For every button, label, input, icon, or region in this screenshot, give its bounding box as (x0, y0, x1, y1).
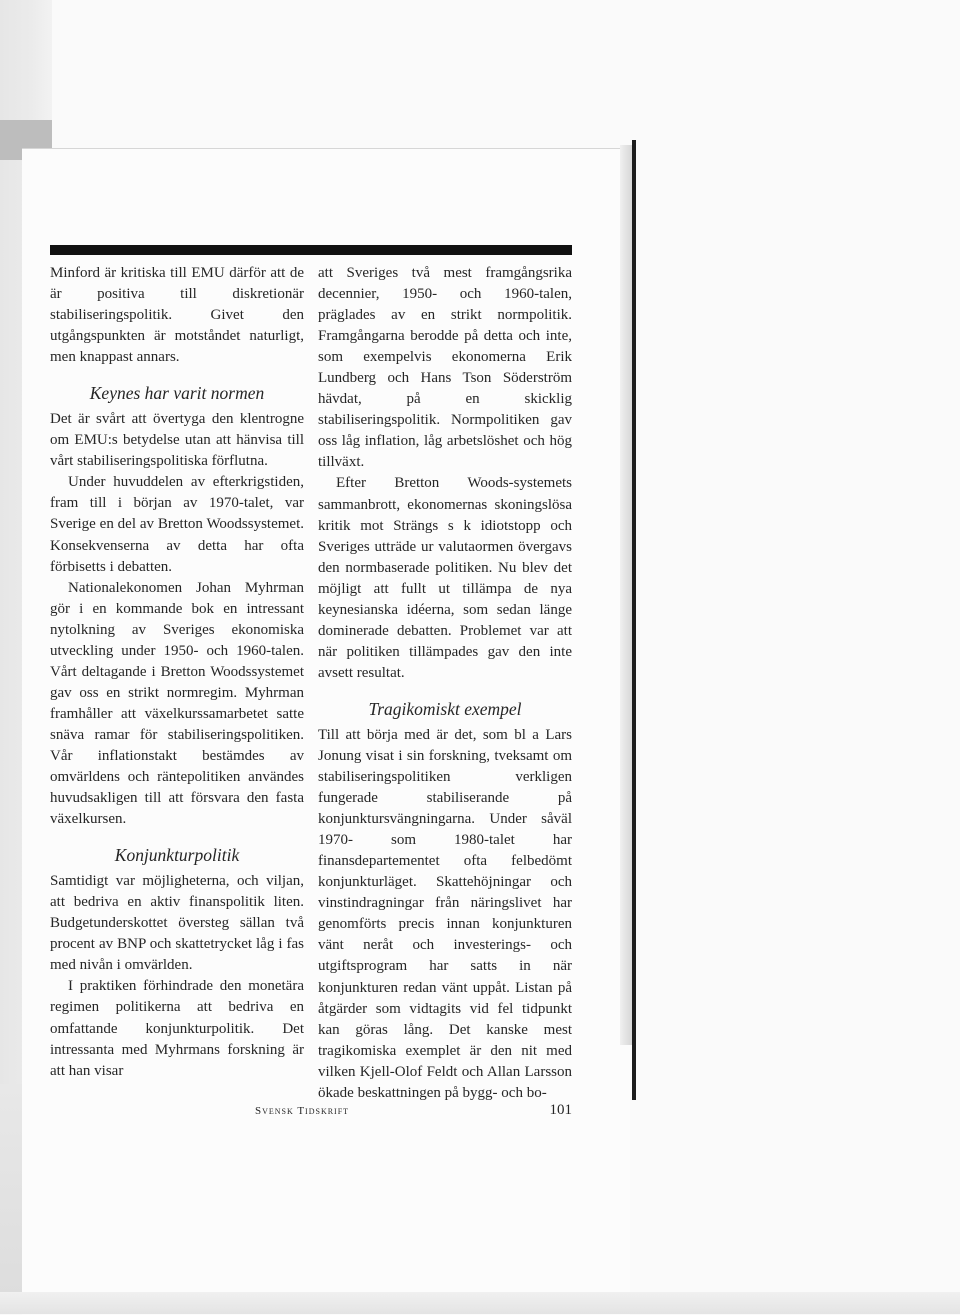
page-footer (50, 1102, 572, 1124)
section-heading: Tragikomiskt exempel (368, 698, 522, 719)
paragraph: Det är svårt att övertyga den klentrogne om EMU:s betydelse utan att hänvisa till vårt stabiliseringspolitiska förflutna. (50, 411, 304, 470)
paragraph: Nationalekonomen Johan Myhrman gör i en kommande bok en intressant nytolkning av Sveriges ekonomiska utveckling under 1950- och 1960-talen. Vårt deltagande i Bretton Woodssystemet gav oss en strikt normregim. Myhrman framhåller att växelkurssamarbetet satte snäva ramar för stabiliseringspolitiken. Vår inflationstakt bestämdes av omvärldens och räntepolitiken användes huvudsakligen till att försvara den fasta växelkursen. (50, 579, 304, 828)
page-number: 101 (549, 1102, 572, 1118)
paragraph: Under huvuddelen av efterkrigstiden, fram till i början av 1970-talet, var Sverige en del av Bretton Woodssystemet. Konsekvenserna av detta har ofta förbisetts i debatten. (50, 474, 304, 575)
header-rule (50, 245, 572, 255)
right-column (318, 263, 572, 1104)
section-heading: Konjunkturpolitik (114, 845, 240, 866)
section-heading: Keynes har varit normen (89, 383, 265, 404)
paragraph: I praktiken förhindrade den monetära regimen politikerna att bedriva en omfattande konjunkturpolitik. Det intressanta med Myhrmans forskning är att han visar (50, 978, 304, 1079)
paragraph: Samtidigt var möjligheterna, och viljan, att bedriva en aktiv finanspolitik liten. Budgetunderskottet översteg sällan två procent av BNP och skattetrycket låg i fas med nivån i omvärlden. (50, 873, 304, 974)
journal-name: Svensk Tidskrift (255, 1105, 350, 1117)
page-edge-line (632, 140, 636, 1100)
paragraph: Till att börja med är det, som bl a Lars Jonung visat i sin forskning, tveksamt om stabiliseringspolitiken verkligen fungerade stabiliserande på konjunktursvängningarna. Under såväl 1970- som 1980-talet har finansdepartementet ofta felbedömt konjunkturläget. Skattehöjningar och vinstindragningar från näringslivet har genomförts precis innan konjunkturen vänt neråt och investerings- och utgiftsprogram har satts in när konjunkturen redan vänt uppåt. Listan på åtgärder som vidtagits vid fel tidpunkt kan göras lång. Det kanske mest tragikomiska exemplet är den nit med vilken Kjell-Olof Feldt och Allan Larsson ökade beskattningen på bygg- och bo- (318, 726, 572, 1101)
paragraph: att Sveriges två mest framgångsrika decennier, 1950- och 1960-talen, präglades av en strikt normpolitik. Framgångarna berodde på detta och inte, som exempelvis ekonomerna Erik Lundberg och Hans Tson Söderström hävdat, på en skicklig stabiliseringspolitik. Normpolitiken gav oss låg inflation, låg arbetslöshet och hög tillväxt. (318, 265, 572, 471)
left-column (50, 263, 304, 1082)
scan-bottom-edge (0, 1292, 960, 1314)
paragraph: Minford är kritiska till EMU därför att de är positiva till diskretionär stabiliseringspolitik. Givet den utgångspunkten är motståndet naturligt, men knappast annars. (50, 265, 304, 366)
paragraph: Efter Bretton Woods-systemets sammanbrott, ekonomernas skoningslösa kritik mot Strängs s k idiotstopp och Sveriges utträde ur valutaormen övergavs den normbaserade politiken. Nu blev det möjligt att fullt ut tillämpa de nya keynesianska idéerna, som sedan länge dominerade debatten. Problemet var att när politiken tillämpades gav den inte avsett resultat. (318, 475, 572, 681)
